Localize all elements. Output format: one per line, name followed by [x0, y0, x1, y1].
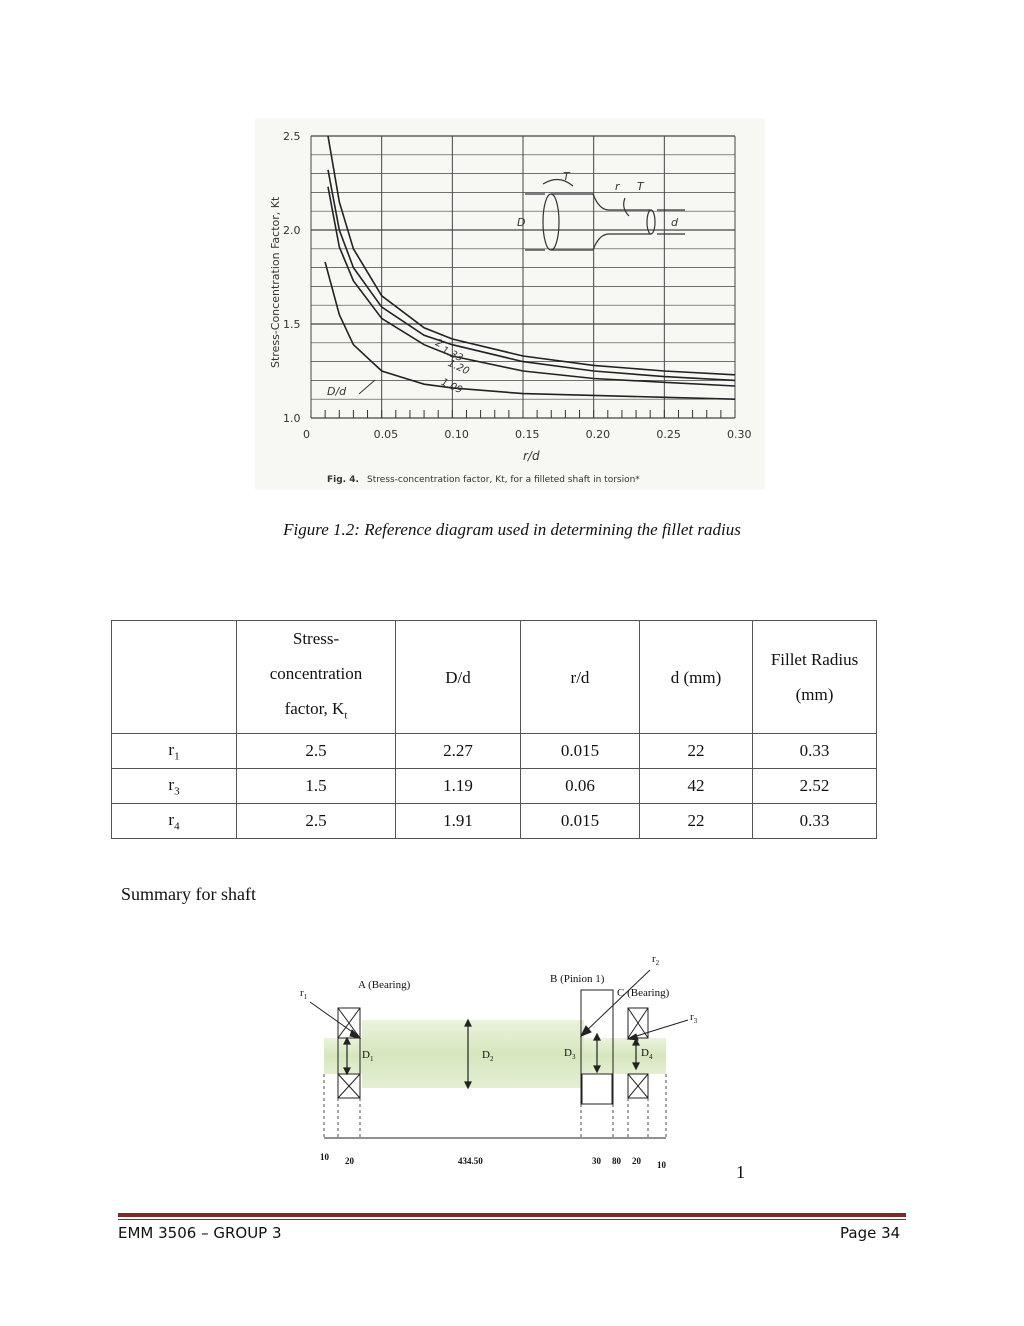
y-tick-label: 2.5	[283, 130, 301, 143]
series-label-2: 1.20	[445, 358, 471, 378]
header-kt-line2: concentration	[269, 664, 363, 683]
label-d2: $D_2$	[482, 1049, 494, 1063]
legend-arrow	[359, 380, 375, 394]
series-label-3: 1.09	[439, 376, 465, 397]
x-tick-label: 0.30	[727, 428, 752, 441]
label-d3: $D_3$	[564, 1047, 576, 1061]
header-kt-base: factor, K	[284, 699, 345, 718]
label-d4: $D_4$	[641, 1047, 653, 1061]
summary-heading: Summary for shaft	[121, 884, 256, 904]
label-d1: $D_1$	[362, 1049, 374, 1063]
figure-caption: Figure 1.2: Reference diagram used in determining the fillet radius	[283, 520, 741, 539]
dim-30: 30	[592, 1156, 601, 1166]
row-label	[112, 804, 237, 839]
dim-20-left: 20	[345, 1156, 354, 1166]
x-tick-label: 0	[303, 428, 310, 441]
shaft-inset-sketch	[525, 179, 685, 250]
cell-dd: 1.19	[396, 769, 521, 804]
cell-kt: 2.5	[237, 804, 396, 839]
header-fillet-line1: Fillet Radius	[770, 650, 859, 670]
inset-torque-label-2: T	[637, 180, 644, 193]
label-r3: $r_3$	[690, 1011, 698, 1025]
header-kt-line3	[243, 691, 389, 733]
dim-10-left: 10	[320, 1152, 329, 1162]
cell-dd: 2.27	[396, 734, 521, 769]
header-kt	[237, 621, 396, 734]
fillet-radius-table	[111, 620, 877, 839]
row-label-base: r	[168, 810, 175, 830]
footer-rule-thick	[118, 1213, 906, 1217]
cell-fillet: 0.33	[753, 804, 877, 839]
cell-fillet: 0.33	[753, 734, 877, 769]
dim-434: 434.50	[458, 1156, 483, 1166]
dim-10-right: 10	[657, 1160, 666, 1170]
label-bearing-a: A (Bearing)	[358, 979, 411, 991]
y-tick-label: 1.5	[283, 318, 301, 331]
shaft-step-left	[324, 1038, 362, 1074]
shaft-diagram	[300, 950, 720, 1185]
series-line-1	[328, 170, 735, 381]
series-label-1: 1.33	[439, 344, 465, 365]
inset-big-d-label: D	[517, 216, 526, 229]
row-label-sub: 3	[174, 785, 180, 798]
chart-ticks	[311, 410, 735, 418]
header-rd: r/d	[521, 621, 640, 734]
shaft-main-body	[362, 1020, 584, 1088]
table-row	[112, 804, 877, 839]
row-label-sub: 1	[174, 750, 180, 763]
chart-ylabel: Stress-Concentration Factor, Kt	[269, 196, 282, 368]
chart-labels	[283, 130, 752, 441]
footer-rule-thin	[118, 1219, 906, 1220]
chart-caption-label: Fig. 4.	[327, 475, 359, 485]
footer-page-number: Page 34	[840, 1224, 901, 1242]
cell-d: 42	[640, 769, 753, 804]
dim-20-right: 20	[632, 1156, 641, 1166]
row-label-sub: 4	[174, 820, 180, 833]
figure-number-marker: 1	[736, 1162, 745, 1182]
header-kt-sub: t	[344, 709, 348, 722]
cell-fillet: 2.52	[753, 769, 877, 804]
stress-concentration-chart	[255, 118, 765, 490]
header-fillet	[753, 621, 877, 734]
x-tick-label: 0.20	[585, 428, 611, 441]
header-fillet-line2: (mm)	[795, 685, 834, 705]
cell-kt: 2.5	[237, 734, 396, 769]
inset-radius-label: r	[615, 180, 620, 193]
row-label-base: r	[168, 740, 175, 760]
cell-kt: 1.5	[237, 769, 396, 804]
cell-rd: 0.015	[521, 804, 640, 839]
chart-xlabel: r/d	[523, 449, 540, 463]
label-r1: $r_1$	[300, 987, 308, 1001]
cell-d: 22	[640, 734, 753, 769]
y-tick-label: 2.0	[283, 224, 301, 237]
row-label-base: r	[168, 775, 175, 795]
label-pinion-b: B (Pinion 1)	[550, 973, 605, 985]
cell-rd: 0.015	[521, 734, 640, 769]
row-label	[112, 769, 237, 804]
chart-grid	[311, 136, 735, 418]
header-dd: D/d	[396, 621, 521, 734]
x-tick-label: 0.25	[656, 428, 681, 441]
x-tick-label: 0.10	[444, 428, 469, 441]
x-tick-label: 0.15	[515, 428, 540, 441]
label-bearing-c: C (Bearing)	[617, 987, 670, 999]
table-row	[112, 769, 877, 804]
cell-dd: 1.91	[396, 804, 521, 839]
table-row	[112, 734, 877, 769]
series-line-3	[325, 262, 735, 399]
footer-course: EMM 3506 – GROUP 3	[118, 1224, 282, 1242]
series-line-0	[328, 136, 735, 378]
header-d: d (mm)	[640, 621, 753, 734]
cell-rd: 0.06	[521, 769, 640, 804]
y-tick-label: 1.0	[283, 412, 301, 425]
chart-caption-text: Stress-concentration factor, Kt, for a filleted shaft in torsion*	[367, 475, 640, 485]
x-tick-label: 0.05	[373, 428, 399, 441]
row-label	[112, 734, 237, 769]
inset-small-d-label: d	[671, 216, 678, 229]
label-r2: $r_2$	[652, 953, 660, 967]
series-label-0: 2	[433, 337, 444, 351]
header-empty-cell	[112, 621, 237, 734]
header-kt-line1: Stress-	[292, 629, 340, 648]
inset-torque-label-1: T	[563, 170, 570, 183]
cell-d: 22	[640, 804, 753, 839]
table-header-row	[112, 621, 877, 734]
dim-80: 80	[612, 1156, 621, 1166]
chart-legend-label: D/d	[327, 385, 347, 398]
